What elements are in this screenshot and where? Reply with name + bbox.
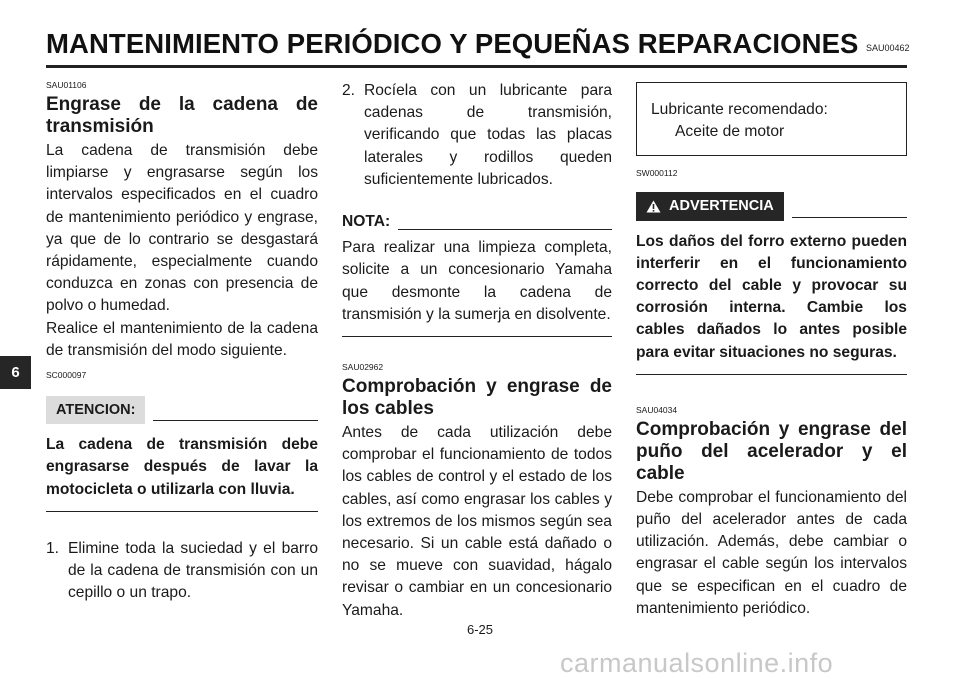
section-code: SAU01106	[46, 80, 87, 90]
caution-label: ATENCION:	[46, 396, 145, 424]
box-value: Aceite de motor	[675, 123, 785, 141]
page-title: MANTENIMIENTO PERIÓDICO Y PEQUEÑAS REPARACIONES	[46, 28, 859, 59]
note-label: NOTA:	[342, 213, 391, 231]
warning-badge	[636, 192, 784, 220]
warning-label: ADVERTENCIA	[669, 198, 774, 215]
paragraph: Antes de cada utilización debe comprobar el funcionamiento de todos los cables de control y el estado de los cables, así como engrasar los cables y los extremos de los mismos según sea necesario. Si un cable está dañado o no se mueve con suavidad, hágalo revisar o cambiar en un concesionario Yamaha.	[342, 424, 612, 619]
caution-header	[46, 396, 318, 424]
column-2	[342, 80, 612, 622]
caution-text: La cadena de transmisión debe engrasarse después de lavar la motocicleta o utilizarla con lluvia.	[46, 436, 318, 498]
list-item	[46, 538, 318, 605]
watermark: carmanualsonline.info	[560, 648, 834, 678]
list-item	[342, 80, 612, 191]
column-1	[46, 80, 318, 604]
list-number: 1.	[46, 539, 60, 557]
section-heading: Comprobación y engrase del puño del acelerador y el cable	[636, 418, 907, 484]
divider	[153, 420, 318, 421]
box-label: Lubricante recomendado:	[651, 101, 828, 118]
caution-code: SC000097	[46, 370, 87, 381]
page-number: 6-25	[466, 622, 494, 637]
section-code: SAU04034	[636, 404, 678, 415]
section-heading: Engrase de la cadena de transmisión	[46, 94, 318, 137]
list-number: 2.	[342, 82, 356, 99]
paragraph: La cadena de transmisión debe limpiarse y engrasarse según los intervalos especificados en el cuadro de mantenimiento periódico y engrase, ya que de lo contrario se desgastará rápidamente, especialmente cuando conduzca en zonas con presencia de polvo o humedad.	[46, 142, 318, 315]
divider	[636, 374, 907, 375]
warning-code: SW000112	[636, 168, 678, 179]
warning-header	[636, 192, 907, 220]
column-3	[636, 82, 907, 620]
divider	[342, 336, 612, 337]
list-text: Elimine toda la suciedad y el barro de la cadena de transmisión con un cepillo o un trapo.	[68, 539, 318, 602]
header-rule	[46, 65, 907, 68]
warning-text: Los daños del forro externo pueden interferir en el funcionamiento correcto del cable y provocar su corrosión interna. Cambie los cables dañados lo antes posible para evitar situaciones no seguras.	[636, 232, 907, 361]
note-header	[342, 211, 612, 233]
header-code: SAU00462	[866, 43, 910, 53]
divider	[792, 217, 907, 218]
section-heading: Comprobación y engrase de los cables	[342, 376, 612, 420]
lubricant-box	[636, 82, 907, 156]
paragraph: Debe comprobar el funcionamiento del puño del acelerador antes de cada utilización. Además, debe cambiar o engrasar el cable según los intervalos que se especifican en el cuadro de mantenimiento periódico.	[636, 488, 907, 617]
section-code: SAU02962	[342, 362, 384, 373]
list-text: Rocíela con un lubricante para cadenas de transmisión, verificando que todas las placas laterales y rodillos queden suficientemente lubricados.	[364, 82, 612, 188]
divider	[46, 511, 318, 512]
warning-triangle-icon	[646, 200, 661, 213]
divider	[398, 229, 612, 230]
note-text: Para realizar una limpieza completa, solicite a un concesionario Yamaha que desmonte la cadena de transmisión y la sumerja en disolvente.	[342, 239, 612, 323]
chapter-tab: 6	[0, 356, 31, 389]
paragraph: Realice el mantenimiento de la cadena de transmisión del modo siguiente.	[46, 319, 318, 359]
